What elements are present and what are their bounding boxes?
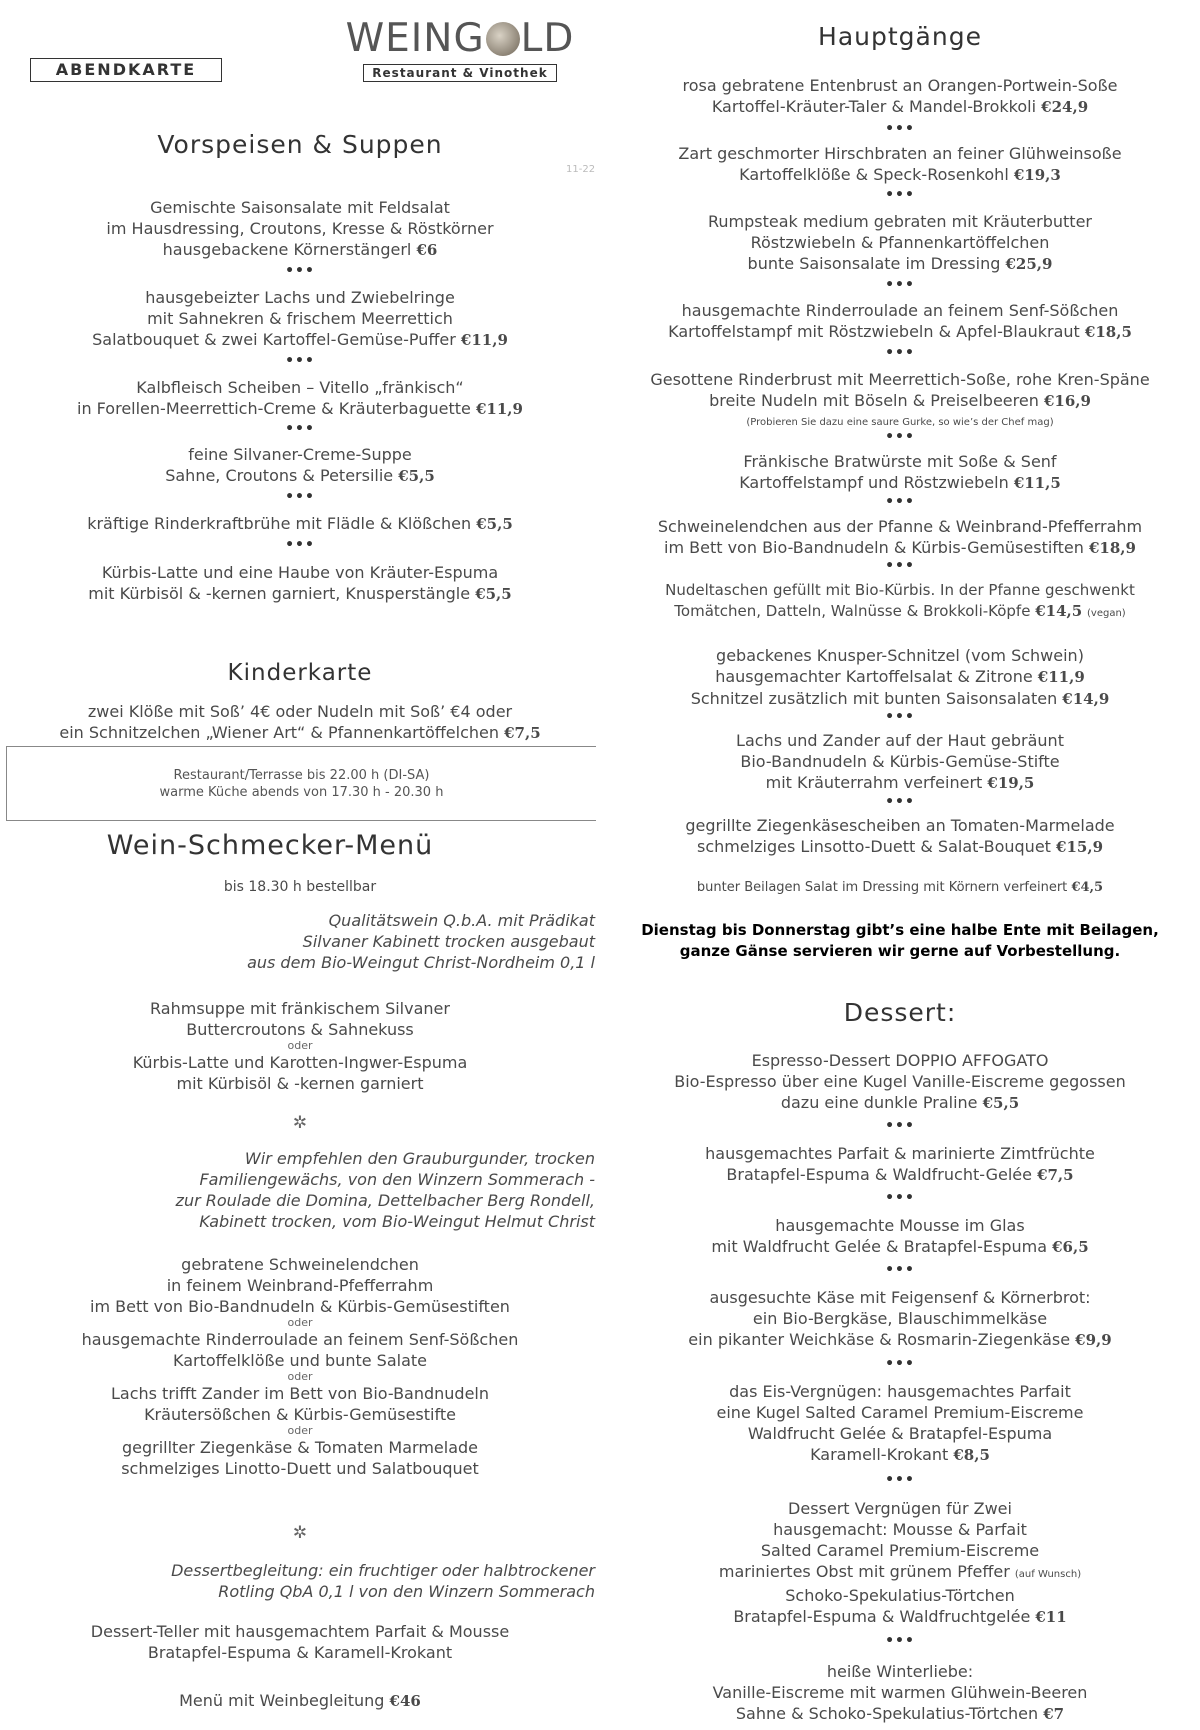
opening-hours-box: Restaurant/Terrasse bis 22.00 h (DI-SA) warme Küche abends von 17.30 h - 20.30 h [6,746,596,821]
separator: ••• [885,709,915,725]
haupt-item-1: rosa gebratene Entenbrust an Orangen-Portwein-Soße Kartoffel-Kräuter-Taler & Mandel-Brokkoli €24,9 [682,76,1118,116]
separator: ••• [885,187,915,203]
wein-menu-title: Wein-Schmecker-Menü [106,830,434,861]
ente-notice: Dienstag bis Donnerstag gibt’s eine halbe Ente mit Beilagen, ganze Gänse servieren wir gerne auf Vorbestellung. [641,921,1159,960]
haupt-item-5: Gesottene Rinderbrust mit Meerrettich-Soße, rohe Kren-Späne breite Nudeln mit Böseln & Preiselbeeren €16,9 (Probieren Sie dazu eine saure Gurke, so wie’s der Chef mag) [650,370,1150,428]
dessert-item-1: Espresso-Dessert DOPPIO AFFOGATO Bio-Espresso über eine Kugel Vanille-Eiscreme gegossen dazu eine dunkle Praline €5,5 [674,1051,1126,1112]
vorspeisen-title: Vorspeisen & Suppen [157,130,443,159]
vorspeise-item-6: Kürbis-Latte und eine Haube von Kräuter-Espuma mit Kürbisöl & -kernen garniert, Knusperstängle €5,5 [88,563,512,603]
separator: ••• [285,489,315,505]
wein-menu-subtitle: bis 18.30 h bestellbar [223,879,377,895]
price: €6 [416,241,438,259]
separator: ••• [885,1262,915,1278]
right-column [600,0,1200,1730]
wine-pairing-3: Dessertbegleitung: ein fruchtiger oder halbtrockener Rotling QbA 0,1 l von den Winzern Sommerach [171,1561,595,1601]
kinderkarte-title: Kinderkarte [227,660,373,686]
logo-subtitle: Restaurant & Vinothek [363,64,556,82]
separator: ••• [285,537,315,553]
haupt-item-3: Rumpsteak medium gebraten mit Kräuterbutter Röstzwiebeln & Pfannenkartöffelchen bunte Saisonsalate im Dressing €25,9 [708,212,1092,273]
separator: ••• [285,353,315,369]
dessert-item-7: heiße Winterliebe: Vanille-Eiscreme mit warmen Glühwein-Beeren Sahne & Schoko-Spekulatius-Törtchen €7 [712,1662,1088,1723]
separator: ••• [885,1190,915,1206]
menu-dessert: Dessert-Teller mit hausgemachtem Parfait & Mousse Bratapfel-Espuma & Karamell-Krokant [90,1622,510,1662]
menu-starter: Rahmsuppe mit fränkischem Silvaner Buttercroutons & Sahnekuss oder Kürbis-Latte und Karotten-Ingwer-Espuma mit Kürbisöl & -kernen garniert [132,999,468,1093]
dessert-item-2: hausgemachtes Parfait & marinierte Zimtfrüchte Bratapfel-Espuma & Waldfrucht-Gelée €7,5 [705,1144,1095,1184]
separator: ••• [885,558,915,574]
vorspeise-item-5: kräftige Rinderkraftbrühe mit Flädle & Klößchen €5,5 [87,514,513,533]
wine-pairing-2: Wir empfehlen den Grauburgunder, trocken Familiengewächs, von den Winzern Sommerach - zur Roulade die Domina, Dettelbacher Berg Rondell, Kabinett trocken, vom Bio-Weingut Helmut Christ [175,1149,595,1231]
separator: ••• [885,1118,915,1134]
separator: ••• [885,121,915,137]
separator: ••• [885,277,915,293]
dessert-item-4: ausgesuchte Käse mit Feigensenf & Körnerbrot: ein Bio-Bergkäse, Blauschimmelkäse ein pikanter Weichkäse & Rosmarin-Ziegenkäse €9,9 [688,1288,1112,1349]
wine-pairing-1: Qualitätswein Q.b.A. mit Prädikat Silvaner Kabinett trocken ausgebaut aus dem Bio-Weingut Christ-Nordheim 0,1 l [247,911,595,972]
haupt-item-11: gegrillte Ziegenkäsescheiben an Tomaten-Marmelade schmelziges Linsotto-Duett & Salat-Bouquet €15,9 [685,816,1115,856]
separator: ••• [285,421,315,437]
separator: ••• [885,794,915,810]
haupt-item-7: Schweinelendchen aus der Pfanne & Weinbrand-Pfefferrahm im Bett von Bio-Bandnudeln & Kürbis-Gemüsestiften €18,9 [657,517,1143,557]
beilagen-salat: bunter Beilagen Salat im Dressing mit Körnern verfeinert €4,5 [696,880,1104,895]
separator: ••• [285,263,315,279]
haupt-item-9: gebackenes Knusper-Schnitzel (vom Schwein) hausgemachter Kartoffelsalat & Zitrone €11,9 Schnitzel zusätzlich mit bunten Saisonsalaten €14,9 [690,646,1110,708]
separator: ••• [885,1356,915,1372]
logo-disc-icon [486,22,520,56]
dessert-title: Dessert: [843,998,957,1027]
menu-date: 11-22 [566,164,596,175]
star-icon: ✲ [292,1523,308,1543]
hauptgaenge-title: Hauptgänge [818,22,982,51]
separator: ••• [885,1633,915,1649]
separator: ••• [885,1472,915,1488]
haupt-item-6: Fränkische Bratwürste mit Soße & Senf Kartoffelstampf und Röstzwiebeln €11,5 [739,452,1061,492]
haupt-item-10: Lachs und Zander auf der Haut gebräunt Bio-Bandnudeln & Kürbis-Gemüse-Stifte mit Kräuterrahm verfeinert €19,5 [736,731,1064,792]
haupt-item-4: hausgemachte Rinderroulade an feinem Senf-Sößchen Kartoffelstampf mit Röstzwiebeln & Apfel-Blaukraut €18,5 [668,301,1132,341]
abendkarte-label: ABENDKARTE [30,58,222,82]
dessert-item-3: hausgemachte Mousse im Glas mit Waldfrucht Gelée & Bratapfel-Espuma €6,5 [711,1216,1089,1256]
separator: ••• [885,494,915,510]
menu-main: gebratene Schweinelendchen in feinem Weinbrand-Pfefferrahm im Bett von Bio-Bandnudeln & Kürbis-Gemüsestiften oder hausgemachte Rinderroulade an feinem Senf-Sößchen Kartoffelklöße und bunte Salate oder Lachs trifft Zander im Bett von Bio-Bandnudeln Kräutersößchen & Kürbis-Gemüsestifte oder gegrillter Ziegenkäse & Tomaten Marmelade schmelziges Linotto-Duett und Salatbouquet [81,1255,519,1478]
vorspeise-item-2: hausgebeizter Lachs und Zwiebelringe mit Sahnekren & frischem Meerrettich Salatbouquet & zwei Kartoffel-Gemüse-Puffer €11,9 [92,288,508,349]
vorspeise-item-1: Gemischte Saisonsalate mit Feldsalat im Hausdressing, Croutons, Kresse & Röstkörner hausgebackene Körnerstängerl €6 [106,198,494,259]
kinderkarte-items: zwei Klöße mit Soß’ 4€ oder Nudeln mit Soß’ €4 oder ein Schnitzelchen „Wiener Art“ & Pfannenkartöffelchen €7,5 [59,702,541,742]
dessert-item-5: das Eis-Vergnügen: hausgemachtes Parfait eine Kugel Salted Caramel Premium-Eiscreme Waldfrucht Gelée & Bratapfel-Espuma Karamell-Krokant €8,5 [716,1382,1084,1464]
dessert-item-6: Dessert Vergnügen für Zwei hausgemacht: Mousse & Parfait Salted Caramel Premium-Eiscreme mariniertes Obst mit grünem Pfeffer (auf Wunsch) Schoko-Spekulatius-Törtchen Bratapfel-Espuma & Waldfruchtgelée €11 [718,1499,1082,1626]
vorspeise-item-3: Kalbfleisch Scheiben – Vitello „fränkisch“ in Forellen-Meerrettich-Creme & Kräuterbaguette €11,9 [77,378,523,418]
weingold-logo [325,16,595,82]
haupt-item-2: Zart geschmorter Hirschbraten an feiner Glühweinsoße Kartoffelklöße & Speck-Rosenkohl €19,3 [678,144,1122,184]
separator: ••• [885,429,915,445]
separator: ••• [885,345,915,361]
haupt-item-8: Nudeltaschen gefüllt mit Bio-Kürbis. In der Pfanne geschwenkt Tomätchen, Datteln, Walnüsse & Brokkoli-Köpfe €14,5 (vegan) [665,581,1135,620]
logo-wordmark: WEING LD [345,16,575,61]
menu-price: Menü mit Weinbegleitung €46 [179,1691,421,1710]
vorspeise-item-4: feine Silvaner-Creme-Suppe Sahne, Croutons & Petersilie €5,5 [165,445,435,485]
star-icon: ✲ [292,1113,308,1133]
